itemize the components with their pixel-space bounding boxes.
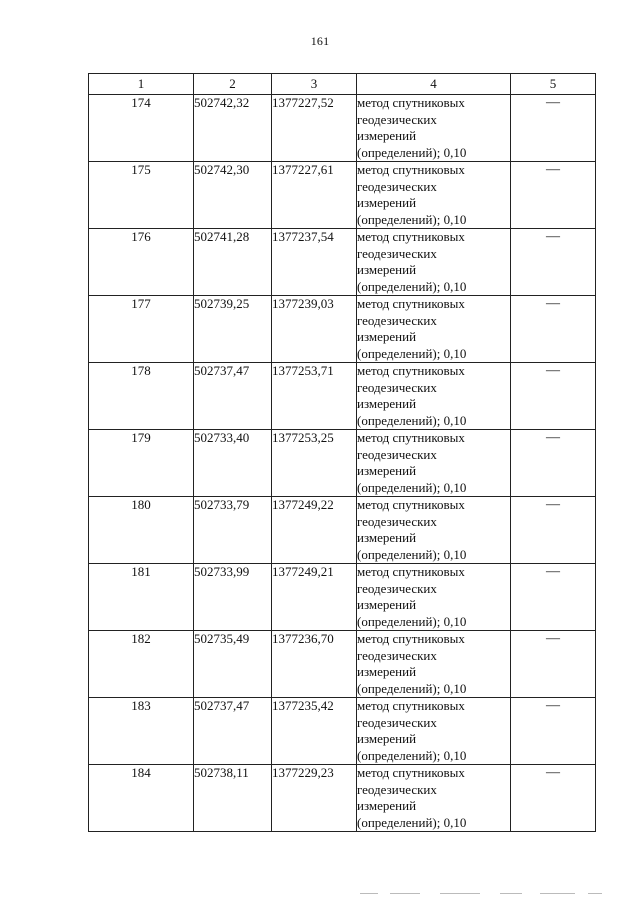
table-row	[89, 296, 596, 363]
method-line: измерений	[357, 530, 417, 545]
note-cell	[511, 296, 596, 363]
note-cell	[511, 564, 596, 631]
note-cell	[511, 95, 596, 162]
dash-mark: —	[546, 430, 560, 445]
coordinate-x: 502742,30	[194, 162, 272, 229]
point-number: 176	[89, 229, 194, 296]
method-line: (определений); 0,10	[357, 278, 467, 294]
method-line: геодезических	[357, 580, 437, 596]
dash-mark: —	[546, 229, 560, 244]
method-line: геодезических	[357, 312, 437, 328]
note-cell	[511, 363, 596, 430]
method-line: (определений); 0,10	[357, 144, 467, 160]
point-number: 175	[89, 162, 194, 229]
method-cell	[357, 363, 511, 430]
dash-mark: —	[546, 631, 560, 646]
table-row	[89, 363, 596, 430]
note-cell	[511, 698, 596, 765]
table-header-row	[89, 74, 596, 95]
method-cell	[357, 95, 511, 162]
method-cell	[357, 229, 511, 296]
dash-mark: —	[546, 95, 560, 110]
method-cell	[357, 765, 511, 832]
note-cell	[511, 430, 596, 497]
method-line: геодезических	[357, 781, 437, 797]
method-line: геодезических	[357, 714, 437, 730]
method-cell	[357, 162, 511, 229]
header-col-2: 2	[194, 74, 272, 95]
method-line: (определений); 0,10	[357, 680, 467, 696]
method-cell	[357, 296, 511, 363]
coordinates-table	[88, 73, 596, 832]
method-cell	[357, 631, 511, 698]
method-line: геодезических	[357, 647, 437, 663]
coordinate-x: 502739,25	[194, 296, 272, 363]
header-col-1: 1	[89, 74, 194, 95]
coordinate-x: 502737,47	[194, 363, 272, 430]
method-line: геодезических	[357, 379, 437, 395]
method-line: измерений	[357, 463, 417, 478]
method-line: (определений); 0,10	[357, 479, 467, 495]
coordinate-y: 1377229,23	[272, 765, 357, 832]
method-line: измерений	[357, 262, 417, 277]
note-cell	[511, 162, 596, 229]
method-cell	[357, 430, 511, 497]
table-row	[89, 698, 596, 765]
method-line: метод спутниковых	[357, 698, 465, 713]
table-row	[89, 430, 596, 497]
dash-mark: —	[546, 363, 560, 378]
note-cell	[511, 497, 596, 564]
method-line: метод спутниковых	[357, 363, 465, 378]
method-line: геодезических	[357, 178, 437, 194]
method-line: метод спутниковых	[357, 430, 465, 445]
coordinate-y: 1377249,21	[272, 564, 357, 631]
method-line: измерений	[357, 396, 417, 411]
method-line: измерений	[357, 128, 417, 143]
method-cell	[357, 564, 511, 631]
method-line: метод спутниковых	[357, 497, 465, 512]
table-row	[89, 162, 596, 229]
table-row	[89, 765, 596, 832]
coordinate-y: 1377227,52	[272, 95, 357, 162]
header-col-3: 3	[272, 74, 357, 95]
method-cell	[357, 497, 511, 564]
method-line: (определений); 0,10	[357, 747, 467, 763]
table-row	[89, 95, 596, 162]
coordinate-x: 502733,79	[194, 497, 272, 564]
point-number: 180	[89, 497, 194, 564]
scan-artifact-marks	[360, 893, 610, 897]
method-line: (определений); 0,10	[357, 345, 467, 361]
method-line: метод спутниковых	[357, 162, 465, 177]
method-line: геодезических	[357, 245, 437, 261]
method-line: метод спутниковых	[357, 564, 465, 579]
method-line: геодезических	[357, 446, 437, 462]
dash-mark: —	[546, 698, 560, 713]
method-line: измерений	[357, 329, 417, 344]
coordinate-y: 1377249,22	[272, 497, 357, 564]
coordinate-y: 1377235,42	[272, 698, 357, 765]
dash-mark: —	[546, 765, 560, 780]
coordinate-y: 1377253,25	[272, 430, 357, 497]
method-line: (определений); 0,10	[357, 412, 467, 428]
table-row	[89, 631, 596, 698]
coordinate-x: 502741,28	[194, 229, 272, 296]
coordinate-y: 1377253,71	[272, 363, 357, 430]
method-line: (определений); 0,10	[357, 211, 467, 227]
note-cell	[511, 765, 596, 832]
note-cell	[511, 229, 596, 296]
dash-mark: —	[546, 564, 560, 579]
point-number: 182	[89, 631, 194, 698]
coordinate-y: 1377237,54	[272, 229, 357, 296]
dash-mark: —	[546, 296, 560, 311]
coordinate-y: 1377227,61	[272, 162, 357, 229]
coordinate-y: 1377236,70	[272, 631, 357, 698]
header-col-4: 4	[357, 74, 511, 95]
method-line: измерений	[357, 731, 417, 746]
point-number: 179	[89, 430, 194, 497]
method-line: (определений); 0,10	[357, 613, 467, 629]
point-number: 178	[89, 363, 194, 430]
coordinate-x: 502733,99	[194, 564, 272, 631]
method-line: измерений	[357, 664, 417, 679]
coordinate-x: 502733,40	[194, 430, 272, 497]
coordinate-x: 502738,11	[194, 765, 272, 832]
method-line: геодезических	[357, 513, 437, 529]
method-line: измерений	[357, 798, 417, 813]
table-row	[89, 497, 596, 564]
table-row	[89, 229, 596, 296]
method-line: измерений	[357, 195, 417, 210]
method-line: геодезических	[357, 111, 437, 127]
note-cell	[511, 631, 596, 698]
point-number: 177	[89, 296, 194, 363]
method-line: метод спутниковых	[357, 229, 465, 244]
method-line: измерений	[357, 597, 417, 612]
table-row	[89, 564, 596, 631]
point-number: 174	[89, 95, 194, 162]
method-line: (определений); 0,10	[357, 814, 467, 830]
method-line: метод спутниковых	[357, 765, 465, 780]
point-number: 181	[89, 564, 194, 631]
point-number: 184	[89, 765, 194, 832]
table-body	[89, 95, 596, 832]
point-number: 183	[89, 698, 194, 765]
method-line: метод спутниковых	[357, 296, 465, 311]
coordinate-x: 502735,49	[194, 631, 272, 698]
method-line: (определений); 0,10	[357, 546, 467, 562]
method-line: метод спутниковых	[357, 631, 465, 646]
method-line: метод спутниковых	[357, 95, 465, 110]
coordinate-x: 502737,47	[194, 698, 272, 765]
method-cell	[357, 698, 511, 765]
dash-mark: —	[546, 162, 560, 177]
coordinate-y: 1377239,03	[272, 296, 357, 363]
dash-mark: —	[546, 497, 560, 512]
coordinate-x: 502742,32	[194, 95, 272, 162]
header-col-5: 5	[511, 74, 596, 95]
page-number: 161	[310, 34, 330, 48]
